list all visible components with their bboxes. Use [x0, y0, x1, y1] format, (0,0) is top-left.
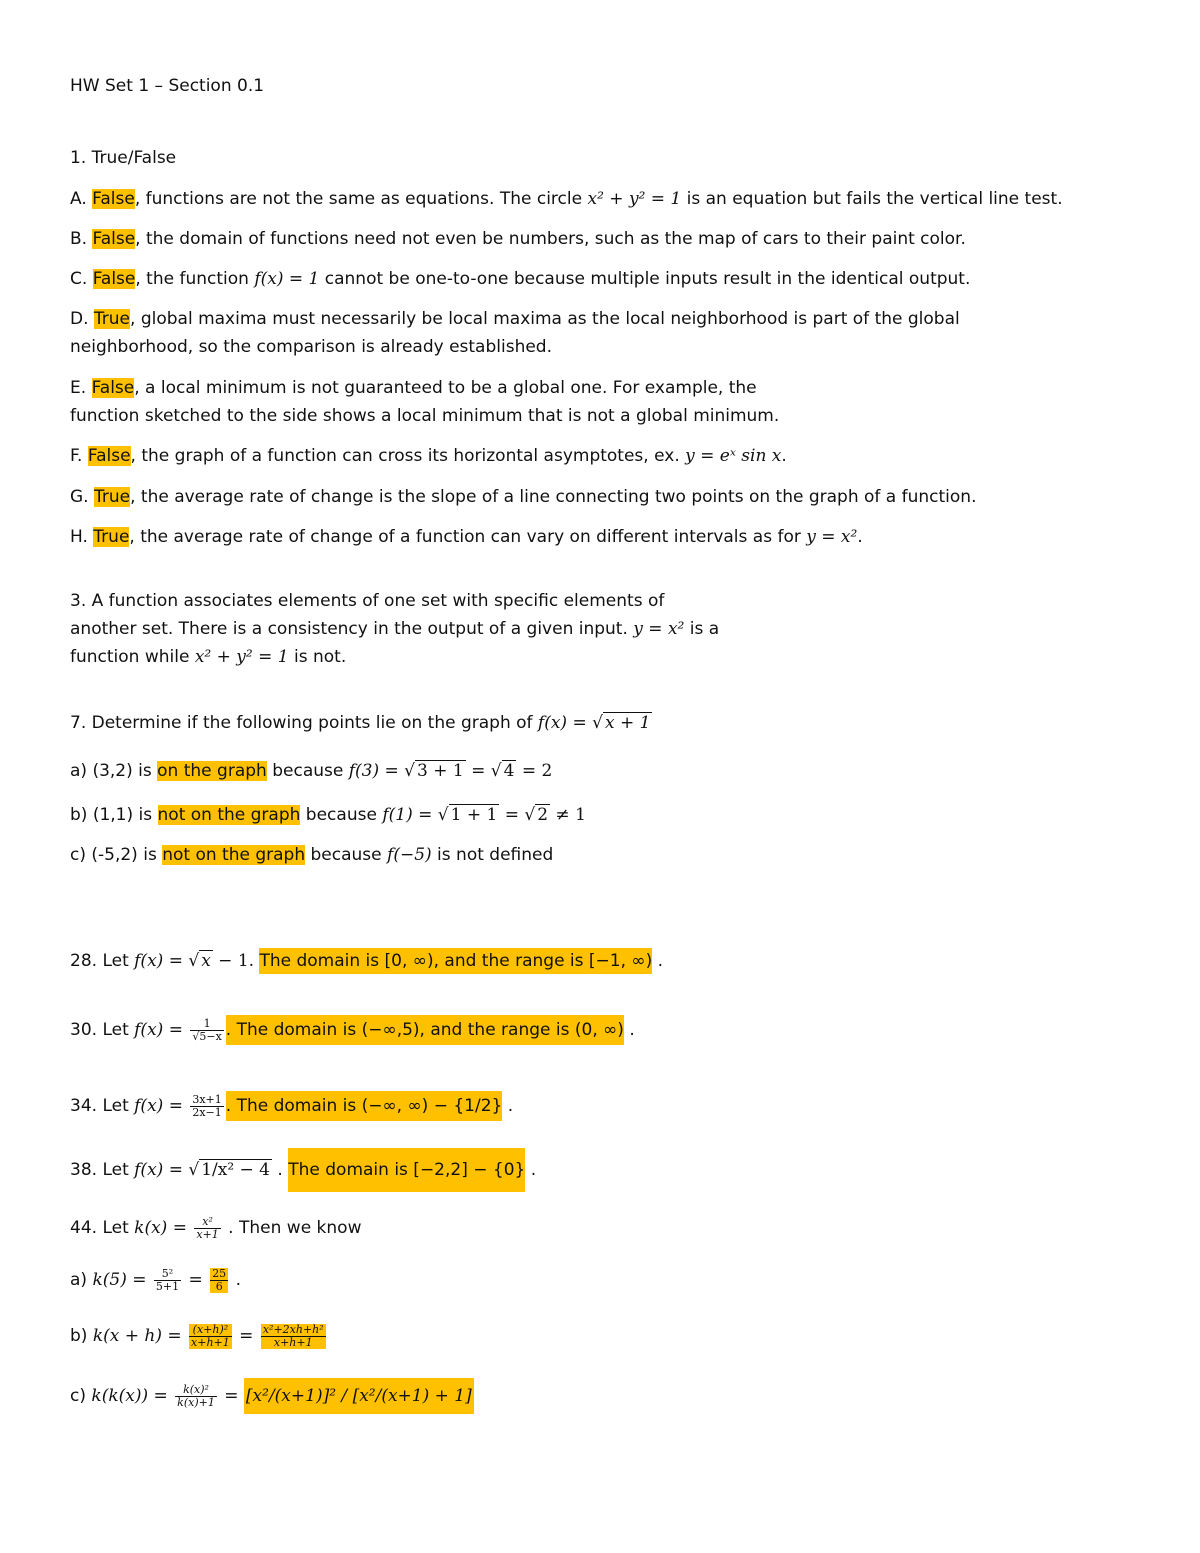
part-text: is not defined [431, 845, 554, 865]
q7-text: 7. Determine if the following points lie on the graph of [70, 713, 538, 733]
math-expression: f(x) = [134, 1096, 189, 1116]
math-expression: k(k(x)) = [91, 1386, 174, 1406]
q3-text: is not. [288, 647, 347, 667]
q1-item-c [70, 268, 970, 290]
answer-highlight: False [92, 189, 135, 209]
fraction [154, 1268, 181, 1293]
numerator: x²+2xh+h² [262, 1322, 324, 1336]
q1-item-e-cont: function sketched to the side shows a local minimum that is not a global minimum. [70, 406, 780, 426]
radicand: 1 + 1 [450, 805, 498, 825]
square-root: √ x + 1 [592, 713, 651, 733]
denominator: 6 [215, 1279, 223, 1293]
q3-line1: 3. A function associates elements of one set with specific elements of [70, 591, 665, 611]
question-text: . Then we know [222, 1218, 362, 1238]
item-text: , the average rate of change of a function can vary on different intervals as for [129, 527, 807, 547]
part-text: b) [70, 1326, 93, 1346]
math-expression: f(x) = 1 [254, 269, 320, 289]
numerator: 1 [190, 1018, 223, 1031]
item-text: , functions are not the same as equations. The circle [134, 189, 588, 209]
item-text: , global maxima must necessarily be local maxima as the local neighborhood is part of the global [130, 309, 960, 329]
part-text: because [305, 845, 388, 865]
q3-line2 [70, 618, 719, 640]
math-expression: y = x² [806, 527, 858, 547]
item-letter: E. [70, 378, 87, 398]
q7-part-a [70, 760, 552, 782]
numerator: 3x+1 [192, 1092, 222, 1106]
radicand: 3 + 1 [417, 761, 464, 781]
part-text: because [300, 805, 383, 825]
answer-fraction [210, 1268, 228, 1293]
q3-line3 [70, 646, 346, 668]
item-letter: F. [70, 446, 83, 466]
answer-highlight: not on the graph [157, 805, 301, 825]
denominator: 5+1 [155, 1279, 180, 1293]
q1-item-d [70, 308, 960, 330]
q44-part-a [70, 1266, 241, 1294]
q1-item-g [70, 486, 976, 508]
q1-item-a [70, 188, 1063, 210]
radicand: 1/x² − 4 [201, 1160, 271, 1180]
item-text: . [857, 527, 863, 547]
denominator: 2x−1 [192, 1105, 222, 1119]
equals: = [233, 1326, 259, 1346]
square-root: √ 4 [490, 761, 515, 781]
equals: = [218, 1386, 244, 1406]
question-text: . [623, 1020, 635, 1040]
question-text: . [272, 1160, 289, 1180]
math-expression: y = eˣ sin x [685, 446, 782, 466]
q30 [70, 1016, 635, 1044]
item-letter: D. [70, 309, 89, 329]
answer-highlight: [x²/(x+1)]² / [x²/(x+1) + 1] [244, 1378, 474, 1414]
q44-part-c [70, 1382, 474, 1410]
fraction [175, 1384, 217, 1409]
answer-highlight: not on the graph [162, 845, 306, 865]
math-expression: f(x) = [134, 1160, 189, 1180]
q7-part-c [70, 844, 553, 866]
q1-item-e [70, 377, 757, 399]
result: = 2 [516, 761, 553, 781]
answer-highlight: . The domain is (−∞,5), and the range is (0, ∞) [226, 1015, 624, 1045]
part-text: c) (-5,2) is [70, 845, 163, 865]
q38 [70, 1156, 536, 1184]
math-expression: k(x + h) = [92, 1326, 188, 1346]
math-expression: x² + y² = 1 [587, 189, 682, 209]
item-letter: G. [70, 487, 89, 507]
question-text: 34. Let [70, 1096, 135, 1116]
question-text: 30. Let [70, 1020, 135, 1040]
fraction [190, 1018, 223, 1043]
item-letter: A. [70, 189, 87, 209]
question-text: 38. Let [70, 1160, 135, 1180]
answer-highlight: The domain is [−2,2] − {0} [288, 1148, 525, 1192]
math-expression: f(3) = [348, 761, 405, 781]
part-text: c) [70, 1386, 92, 1406]
math-expression: y = x² [633, 619, 685, 639]
answer-fraction [261, 1324, 326, 1349]
item-text: , the function [135, 269, 255, 289]
part-text: a) (3,2) is [70, 761, 158, 781]
item-text: . [781, 446, 787, 466]
q3-text: is a [684, 619, 720, 639]
item-text: , a local minimum is not guaranteed to be a global one. For example, the [134, 378, 757, 398]
item-letter: C. [70, 269, 88, 289]
question-text: . [652, 951, 664, 971]
part-text: . [230, 1270, 241, 1290]
q44-part-b [70, 1322, 328, 1350]
square-root: √ 3 + 1 [404, 761, 464, 781]
radicand: 2 [537, 805, 549, 825]
answer-highlight: The domain is [0, ∞), and the range is [−1, ∞) [259, 948, 652, 974]
part-text: a) [70, 1270, 93, 1290]
question-text: . [502, 1096, 514, 1116]
answer-highlight: False [91, 378, 135, 398]
numerator: k(x)² [175, 1384, 217, 1397]
q1-item-f [70, 445, 787, 467]
denominator: √5−x [192, 1029, 222, 1043]
answer-fraction [189, 1324, 232, 1349]
q28 [70, 950, 663, 972]
part-text: because [266, 761, 349, 781]
equals: = [499, 805, 525, 825]
math-expression: f(x) = [134, 951, 189, 971]
q44 [70, 1214, 361, 1242]
item-text: , the domain of functions need not even be numbers, such as the map of cars to their paint color. [135, 229, 966, 249]
part-text: b) (1,1) is [70, 805, 158, 825]
math-expression: f(1) = [382, 805, 438, 825]
math-expression: x² + y² = 1 [194, 647, 289, 667]
square-root: √ 1 + 1 [437, 805, 498, 825]
question-text: 28. Let [70, 951, 135, 971]
square-root: √ 2 [524, 805, 549, 825]
q1-item-d-cont: neighborhood, so the comparison is already established. [70, 337, 553, 357]
q3-text: another set. There is a consistency in the output of a given input. [70, 619, 634, 639]
item-text: cannot be one-to-one because multiple inputs result in the identical output. [319, 269, 971, 289]
item-text: , the graph of a function can cross its horizontal asymptotes, ex. [130, 446, 686, 466]
math-expression: f(x) = [134, 1020, 189, 1040]
math-expression: k(x) = [134, 1218, 193, 1238]
answer-highlight: False [92, 229, 136, 249]
numerator: x² [194, 1216, 220, 1229]
math-expression: − 1. [212, 951, 255, 971]
square-root: √ 1/x² − 4 [188, 1160, 271, 1180]
math-expression: f(−5) [387, 845, 432, 865]
radicand: x [201, 951, 211, 971]
answer-highlight: False [92, 269, 136, 289]
item-letter: B. [70, 229, 88, 249]
numerator: (x+h)² [189, 1324, 232, 1337]
answer-highlight: True [93, 487, 131, 507]
question-text: . [525, 1160, 537, 1180]
answer-highlight: . The domain is (−∞, ∞) − {1/2} [226, 1091, 503, 1121]
radicand: x + 1 [604, 713, 651, 733]
q34 [70, 1092, 513, 1120]
result: ≠ 1 [550, 805, 586, 825]
equals: = [465, 761, 491, 781]
denominator: x+h+1 [191, 1335, 230, 1349]
item-text: is an equation but fails the vertical line test. [681, 189, 1063, 209]
denominator: x+1 [196, 1227, 219, 1241]
q1-heading: 1. True/False [70, 148, 177, 168]
square-root: √ x [188, 951, 211, 971]
numerator: 25 [212, 1266, 227, 1280]
math-expression: f(x) = [537, 713, 593, 733]
numerator: 5² [154, 1268, 181, 1281]
item-text: , the average rate of change is the slope of a line connecting two points on the graph of a function. [130, 487, 977, 507]
answer-highlight: True [93, 527, 130, 547]
answer-highlight: False [87, 446, 131, 466]
q3-text: function while [70, 647, 195, 667]
fraction [190, 1094, 223, 1119]
radicand: 4 [503, 761, 515, 781]
answer-highlight: True [93, 309, 131, 329]
denominator: x+h+1 [273, 1335, 313, 1349]
equals: = [183, 1270, 209, 1290]
q7-part-b [70, 804, 586, 826]
q1-item-b [70, 228, 966, 250]
q1-item-h [70, 526, 863, 548]
math-expression: k(5) = [92, 1270, 152, 1290]
item-letter: H. [70, 527, 88, 547]
answer-highlight: on the graph [157, 761, 267, 781]
document-title: HW Set 1 – Section 0.1 [70, 76, 265, 96]
question-text: 44. Let [70, 1218, 135, 1238]
q7-heading [70, 712, 652, 734]
denominator: k(x)+1 [177, 1395, 215, 1409]
fraction [194, 1216, 220, 1241]
